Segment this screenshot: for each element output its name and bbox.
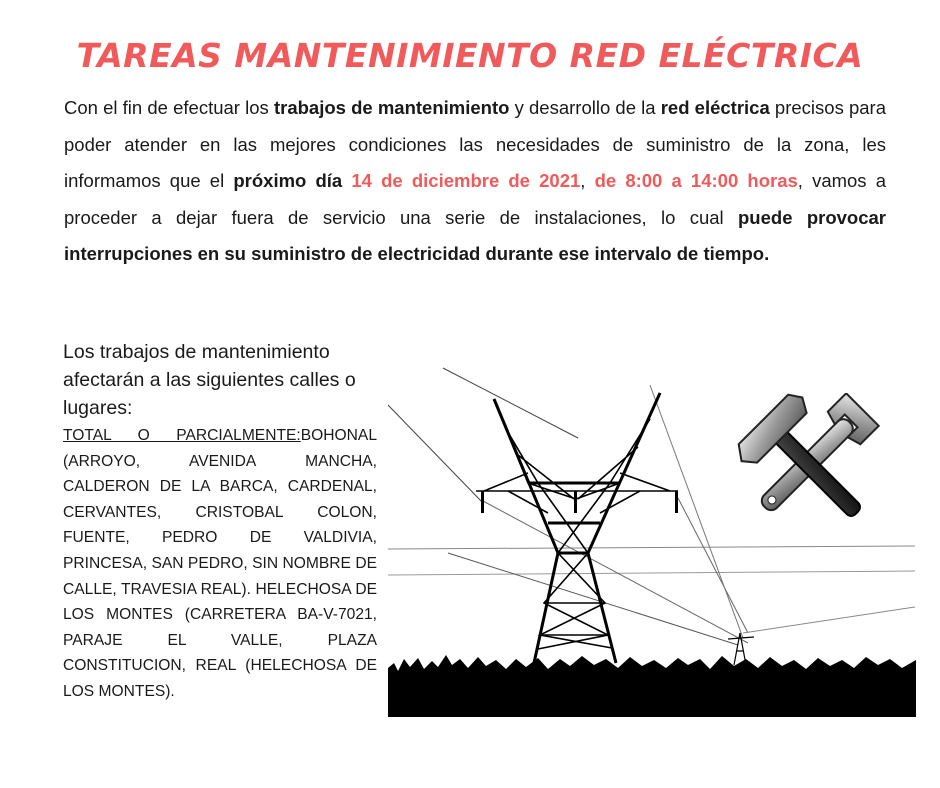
wrench-hammer-icon [733, 393, 883, 535]
intro-bold-next-day: próximo día [233, 170, 343, 191]
intro-text-2: y desarrollo de la [509, 97, 661, 118]
intro-bold-works: trabajos de mantenimiento [273, 97, 510, 118]
affected-label: TOTAL O PARCIALMENTE: [63, 427, 301, 444]
affected-lead: Los trabajos de mantenimiento afectarán a las siguientes calles o lugares: [63, 341, 356, 419]
affected-text: BOHONAL (ARROYO, AVENIDA MANCHA, CALDERON DE LA BARCA, CARDENAL, CERVANTES, CRISTOBAL COLON, FUENTE, PEDRO DE VALDIVIA, PRINCESA, SAN PEDRO, SIN NOMBRE DE CALLE, TRAVESIA REAL). HELECHOSA DE LOS MONTES (CARRETERA BA-V-7021, PARAJE EL VALLE, PLAZA CONSTITUCION, REAL (HELECHOSA DE LOS MONTES). [63, 427, 377, 700]
intro-paragraph [64, 90, 886, 273]
page-title: TAREAS MANTENIMIENTO RED ELÉCTRICA [76, 36, 864, 75]
affected-streets [63, 423, 377, 705]
intro-date: 14 de diciembre de 2021 [351, 170, 581, 191]
intro-hours: de 8:00 a 14:00 horas [594, 170, 798, 191]
intro-bold-network: red eléctrica [660, 97, 770, 118]
intro-text-1: Con el fin de efectuar los [64, 97, 274, 118]
intro-text-3: precisos para poder atender en las mejores condiciones las necesidades de suministro de la zona, les informamos que el [64, 97, 887, 191]
intro-text-4: , [580, 170, 595, 191]
intro-bold-warning: puede provocar interrupciones en su suministro de electricidad durante ese intervalo de tiempo. [64, 206, 886, 264]
intro-text-5: , vamos a proceder a dejar fuera de servicio una serie de instalaciones, lo cual [64, 170, 886, 228]
